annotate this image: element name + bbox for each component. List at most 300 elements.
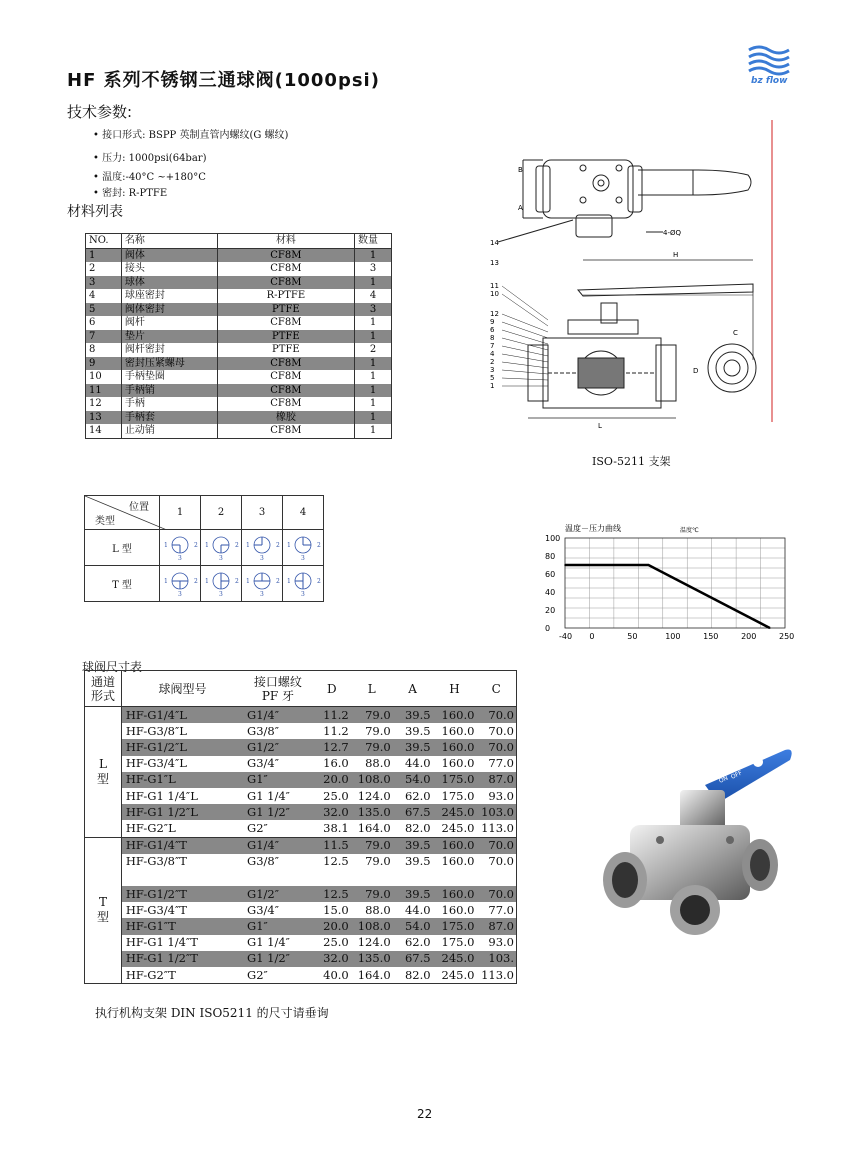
handle-off-text: OFF	[729, 769, 744, 781]
dim-l-cell: 79.0	[365, 854, 391, 869]
model-cell: HF-G3/4″T	[125, 902, 187, 917]
materials-row	[86, 424, 392, 438]
position-diagram-l-3	[242, 530, 283, 566]
part-label: 6	[490, 326, 495, 334]
dim-c-cell: 77.0	[488, 902, 514, 917]
dimension-row	[85, 902, 517, 918]
page-title: HF 系列不锈钢三通球阀(1000psi)	[67, 70, 380, 91]
model-cell: HF-G1 1/2″T	[121, 951, 243, 967]
part-label: 1	[490, 382, 495, 390]
dim-h-cell: 160.0	[433, 886, 477, 902]
dim-l-cell: 124.0	[357, 788, 391, 803]
port-label: 1	[205, 578, 209, 585]
dim-c-cell: 103.	[476, 951, 516, 967]
dimensions-note: 执行机构支架 DIN ISO5211 的尺寸请垂询	[95, 1006, 329, 1020]
dim-c-cell: 113.0	[481, 967, 514, 982]
materials-cell: CF8M	[217, 370, 354, 384]
section-view	[528, 284, 756, 418]
port-flow-icon	[202, 567, 240, 597]
model-cell: HF-G2″T	[125, 967, 176, 982]
thread-cell: G1/2″	[243, 739, 313, 755]
dim-a-cell: 82.0	[404, 967, 431, 982]
materials-row	[86, 262, 392, 276]
materials-cell: 13	[86, 411, 122, 425]
materials-cell: 8	[86, 343, 122, 357]
port-label: 3	[219, 555, 223, 561]
dim-l-cell: 124.0	[357, 935, 391, 950]
group-label-bottom: 型	[96, 771, 109, 786]
dimension-row	[85, 739, 517, 755]
spec-temperature: • 温度:-40°C ~+180°C	[93, 172, 206, 183]
port-label: 3	[178, 591, 182, 597]
port-label: 2	[194, 578, 198, 585]
part-label: 3	[490, 366, 495, 374]
part-label: 2	[490, 358, 495, 366]
group-label-bottom: 型	[96, 910, 109, 925]
dim-h-cell: 160.0	[433, 837, 477, 854]
dimension-row	[85, 788, 517, 804]
port-label: 2	[235, 578, 239, 585]
dim-l-cell: 108.0	[351, 918, 393, 934]
dim-d-cell	[313, 870, 351, 886]
group-label-top: L	[98, 756, 107, 771]
part-label: 8	[490, 334, 495, 342]
dimension-row	[85, 772, 517, 788]
row-label-l: L 型	[85, 530, 160, 566]
dim-d-cell: 11.5	[313, 837, 351, 854]
part-leader-line	[502, 362, 548, 368]
materials-cell: 垫片	[121, 330, 217, 344]
port-label: 3	[301, 591, 305, 597]
materials-heading: 材料列表	[67, 204, 123, 220]
dim-h-cell: 245.0	[441, 967, 475, 982]
part-leader-line	[502, 354, 548, 362]
dim-a-cell	[393, 870, 433, 886]
dim-label-h: H	[673, 251, 679, 259]
part-label: 4	[490, 350, 495, 358]
header-d: D	[313, 671, 351, 707]
dim-l-cell: 135.0	[351, 951, 393, 967]
part-leader-line	[502, 314, 548, 332]
page-number: 22	[417, 1107, 433, 1121]
part-leader-line	[502, 338, 548, 350]
materials-cell: 橡胶	[217, 411, 354, 425]
dim-d-cell: 15.0	[323, 902, 349, 917]
materials-cell: 9	[86, 357, 122, 371]
dim-c-cell: 77.0	[488, 756, 514, 771]
header-model: 球阀型号	[121, 671, 243, 707]
materials-cell: CF8M	[217, 316, 354, 330]
thread-cell: G1″	[243, 772, 313, 788]
header-channel-top: 通道	[90, 674, 115, 689]
materials-cell: 手柄	[121, 397, 217, 411]
bolt-1	[656, 836, 664, 844]
dim-a-cell: 39.5	[393, 707, 433, 724]
dim-c-cell: 93.0	[488, 788, 514, 803]
pos-col-2: 2	[201, 496, 242, 530]
dim-d-cell: 38.1	[313, 820, 351, 837]
dim-h-cell: 175.0	[433, 772, 477, 788]
pos-header-cell	[85, 496, 160, 530]
port-label: 2	[317, 542, 321, 549]
materials-cell: PTFE	[217, 330, 354, 344]
row-label-t: T 型	[85, 566, 160, 602]
materials-cell: 6	[86, 316, 122, 330]
group-label-top: T	[98, 895, 107, 910]
materials-row	[86, 330, 392, 344]
dim-d-cell: 12.5	[313, 886, 351, 902]
dim-h-cell: 245.0	[433, 951, 477, 967]
dimension-row	[85, 918, 517, 934]
dim-h-cell: 160.0	[433, 707, 477, 724]
port-flow-icon	[284, 567, 322, 597]
dimensions-table	[84, 670, 517, 984]
materials-cell: 止动销	[121, 424, 217, 438]
materials-cell: 1	[355, 330, 392, 344]
part-label: 11	[490, 282, 499, 290]
header-c: C	[476, 671, 516, 707]
port-flow-icon	[243, 531, 281, 561]
model-cell	[121, 870, 243, 886]
materials-cell: 手柄垫圈	[121, 370, 217, 384]
thread-cell: G1 1/4″	[247, 935, 290, 950]
materials-cell: 球座密封	[121, 289, 217, 303]
dimension-row	[85, 707, 517, 724]
dim-h-cell: 245.0	[433, 804, 477, 820]
spec-connection: • 接口形式: BSPP 英制直管内螺纹(G 螺纹)	[93, 130, 289, 141]
part-leader-line	[502, 294, 548, 326]
position-diagram-l-2	[201, 530, 242, 566]
valve-drawing	[488, 120, 783, 454]
curve-point	[708, 596, 710, 598]
brand-logo	[745, 42, 797, 90]
port-label: 1	[164, 542, 168, 549]
part-label-13: 13	[490, 259, 499, 267]
materials-cell: 1	[86, 248, 122, 262]
materials-cell: 接头	[121, 262, 217, 276]
model-cell: HF-G1″T	[121, 918, 243, 934]
dim-c-cell: 103.0	[476, 804, 516, 820]
dim-a-cell: 39.5	[393, 739, 433, 755]
materials-cell: 阀杆密封	[121, 343, 217, 357]
type-header-label: 类型	[95, 516, 115, 527]
materials-row	[86, 303, 392, 317]
materials-cell: 7	[86, 330, 122, 344]
dim-a-cell: 39.5	[404, 723, 431, 738]
dimension-row	[85, 951, 517, 967]
materials-row	[86, 248, 392, 262]
dim-label-a: A	[518, 204, 523, 212]
thread-cell: G1/2″	[243, 886, 313, 902]
y-tick-label: 100	[545, 534, 561, 543]
dimension-row	[85, 820, 517, 837]
valve-photo	[600, 745, 830, 949]
thread-cell	[243, 870, 313, 886]
dimension-row	[85, 870, 517, 886]
dim-d-cell: 12.5	[323, 854, 349, 869]
dim-d-cell: 40.0	[323, 967, 349, 982]
part-label: 9	[490, 318, 495, 326]
x-tick-label: 200	[741, 632, 757, 641]
pos-col-3: 3	[242, 496, 283, 530]
header-channel	[85, 671, 122, 707]
port-label: 1	[287, 578, 291, 585]
materials-cell: CF8M	[217, 276, 354, 290]
materials-cell: 1	[355, 411, 392, 425]
dim-l-cell: 79.0	[365, 723, 391, 738]
port-label: 1	[164, 578, 168, 585]
dim-h-cell: 175.0	[441, 788, 475, 803]
header-thread-top: 接口螺纹	[253, 674, 302, 689]
materials-col-header: 数量	[355, 234, 392, 249]
y-tick-label: 80	[545, 552, 556, 561]
part-leader-line	[502, 330, 548, 344]
dim-c-cell: 87.0	[476, 772, 516, 788]
port-label: 2	[317, 578, 321, 585]
materials-cell: 5	[86, 303, 122, 317]
chart-frame	[565, 538, 785, 628]
header-a: A	[393, 671, 433, 707]
dim-h-cell: 160.0	[433, 739, 477, 755]
materials-cell: 11	[86, 384, 122, 398]
dim-a-cell: 62.0	[404, 788, 431, 803]
port-flow-icon	[202, 531, 240, 561]
thread-cell: G3/8″	[247, 854, 280, 869]
chart-title: 温度－压力曲线	[565, 524, 621, 533]
header-l: L	[351, 671, 393, 707]
dim-c-cell: 70.0	[488, 723, 514, 738]
position-diagram-t-4	[283, 566, 324, 602]
materials-cell: 1	[355, 370, 392, 384]
port-left-hole	[612, 862, 638, 898]
position-diagram-t-1	[160, 566, 201, 602]
stem-housing	[680, 790, 725, 830]
part-leader-line	[502, 378, 548, 380]
pos-header-label: 位置	[129, 502, 149, 513]
materials-cell: 1	[355, 397, 392, 411]
port-label: 2	[276, 578, 280, 585]
dim-c-cell: 70.0	[476, 707, 516, 724]
materials-cell: 3	[355, 262, 392, 276]
position-diagram-l-4	[283, 530, 324, 566]
port-label: 1	[246, 578, 250, 585]
group-label	[85, 707, 122, 838]
dimension-row	[85, 886, 517, 902]
top-view	[498, 160, 751, 242]
materials-cell: 密封压紧螺母	[121, 357, 217, 371]
thread-cell: G1/4″	[243, 837, 313, 854]
model-cell: HF-G3/4″L	[125, 756, 187, 771]
dim-h-cell	[433, 870, 477, 886]
curve-point	[769, 627, 771, 629]
materials-row	[86, 343, 392, 357]
materials-cell: CF8M	[217, 262, 354, 276]
materials-cell: 10	[86, 370, 122, 384]
dim-h-cell: 175.0	[433, 918, 477, 934]
port-label: 1	[287, 542, 291, 549]
dim-a-cell: 39.5	[393, 886, 433, 902]
header-thread-bottom: PF 牙	[261, 688, 295, 703]
port-flow-icon	[243, 567, 281, 597]
thread-cell: G1 1/2″	[243, 804, 313, 820]
dim-c-cell: 87.0	[476, 918, 516, 934]
dim-l-cell: 79.0	[351, 739, 393, 755]
materials-cell: CF8M	[217, 424, 354, 438]
materials-cell: 手柄套	[121, 411, 217, 425]
materials-row	[86, 397, 392, 411]
dim-l-cell: 164.0	[357, 967, 391, 982]
materials-cell: 14	[86, 424, 122, 438]
materials-cell: CF8M	[217, 248, 354, 262]
port-label: 1	[246, 542, 250, 549]
dim-l-cell: 79.0	[351, 886, 393, 902]
port-flow-icon	[161, 567, 199, 597]
materials-cell: PTFE	[217, 343, 354, 357]
materials-row	[86, 370, 392, 384]
materials-cell: 手柄销	[121, 384, 217, 398]
position-diagram-t-2	[201, 566, 242, 602]
port-label: 2	[276, 542, 280, 549]
dimension-row	[85, 837, 517, 854]
materials-row	[86, 357, 392, 371]
materials-col-header: 材料	[217, 234, 354, 249]
dim-a-cell: 62.0	[404, 935, 431, 950]
dim-l-cell: 79.0	[351, 707, 393, 724]
materials-cell: 2	[86, 262, 122, 276]
dim-d-cell: 11.2	[323, 723, 349, 738]
x-tick-label: 50	[627, 632, 638, 641]
port-flow-icon	[161, 531, 199, 561]
model-cell: HF-G1 1/4″L	[125, 788, 198, 803]
materials-cell: PTFE	[217, 303, 354, 317]
dim-d-cell: 32.0	[313, 804, 351, 820]
materials-cell: R-PTFE	[217, 289, 354, 303]
handle-logo-icon	[753, 757, 763, 767]
position-table	[84, 495, 324, 602]
model-cell: HF-G3/8″T	[125, 854, 187, 869]
part-leader-line	[502, 286, 548, 320]
port-label: 2	[235, 542, 239, 549]
materials-row	[86, 411, 392, 425]
dim-c-cell: 70.0	[476, 837, 516, 854]
materials-cell: 1	[355, 276, 392, 290]
dim-a-cell: 54.0	[393, 772, 433, 788]
materials-cell: 1	[355, 424, 392, 438]
part-label: 5	[490, 374, 495, 382]
chart-unit-label: 温度℃	[680, 527, 699, 534]
dim-c-cell: 70.0	[476, 739, 516, 755]
curve-point	[648, 564, 650, 566]
thread-cell: G3/4″	[247, 756, 280, 771]
dim-a-cell: 54.0	[393, 918, 433, 934]
group-label	[85, 837, 122, 984]
dim-h-cell: 160.0	[441, 854, 475, 869]
part-leader-line	[502, 346, 548, 356]
dim-l-cell: 108.0	[351, 772, 393, 788]
dim-c-cell: 113.0	[476, 820, 516, 837]
dimension-row	[85, 967, 517, 984]
header-thread	[243, 671, 313, 707]
model-cell: HF-G3/8″L	[125, 723, 187, 738]
dimensions-heading: 球阀尺寸表	[82, 660, 143, 674]
logo-text: bz flow	[751, 76, 788, 86]
thread-cell: G3/8″	[247, 723, 280, 738]
bolt-2	[726, 836, 734, 844]
dimension-row	[85, 756, 517, 772]
header-h: H	[433, 671, 477, 707]
materials-cell: 3	[86, 276, 122, 290]
dim-h-cell: 160.0	[441, 756, 475, 771]
materials-cell: 球体	[121, 276, 217, 290]
header-channel-bottom: 形式	[90, 688, 115, 703]
thread-cell: G1 1/2″	[243, 951, 313, 967]
materials-table	[85, 233, 392, 439]
materials-cell: CF8M	[217, 397, 354, 411]
thread-cell: G1/4″	[243, 707, 313, 724]
materials-header-row	[86, 234, 392, 249]
dim-d-cell: 20.0	[313, 772, 351, 788]
materials-cell: 2	[355, 343, 392, 357]
materials-row	[86, 289, 392, 303]
model-cell: HF-G1/4″L	[121, 707, 243, 724]
part-leader-line	[502, 322, 548, 338]
materials-cell: 阀体密封	[121, 303, 217, 317]
materials-row	[86, 316, 392, 330]
bolt-label: 4-ØQ	[663, 229, 681, 237]
x-tick-label: 0	[589, 632, 595, 641]
position-diagram-l-1	[160, 530, 201, 566]
materials-row	[86, 276, 392, 290]
dim-d-cell: 32.0	[313, 951, 351, 967]
materials-cell: 阀杆	[121, 316, 217, 330]
x-tick-label: -40	[559, 632, 573, 641]
materials-cell: CF8M	[217, 357, 354, 371]
model-cell: HF-G1/2″T	[121, 886, 243, 902]
port-label: 3	[260, 555, 264, 561]
port-label: 2	[194, 542, 198, 549]
model-cell: HF-G1/2″L	[121, 739, 243, 755]
dim-l-cell: 88.0	[365, 756, 391, 771]
thread-cell: G2″	[243, 820, 313, 837]
part-label-14: 14	[490, 239, 499, 247]
model-cell: HF-G1″L	[121, 772, 243, 788]
port-right-hole	[750, 849, 770, 881]
part-label: 7	[490, 342, 495, 350]
dim-c-cell: 70.0	[476, 886, 516, 902]
pos-col-4: 4	[283, 496, 324, 530]
iso-caption: ISO-5211 支架	[592, 455, 671, 468]
materials-cell: 1	[355, 248, 392, 262]
dim-label-l: L	[598, 422, 602, 430]
spec-pressure: • 压力: 1000psi(64bar)	[93, 153, 207, 164]
materials-cell: 4	[86, 289, 122, 303]
dim-label-c: C	[733, 329, 738, 337]
dim-d-cell: 25.0	[323, 935, 349, 950]
thread-cell: G1 1/4″	[247, 788, 290, 803]
part-label: 12	[490, 310, 499, 318]
materials-cell: 4	[355, 289, 392, 303]
dim-h-cell: 245.0	[433, 820, 477, 837]
dim-label-b: B	[518, 166, 523, 174]
port-label: 3	[219, 591, 223, 597]
dim-d-cell: 20.0	[313, 918, 351, 934]
thread-cell: G1″	[243, 918, 313, 934]
thread-cell: G2″	[247, 967, 268, 982]
part-label: 10	[490, 290, 499, 298]
pressure-curve	[565, 565, 770, 628]
temperature-pressure-chart	[535, 520, 805, 649]
model-cell: HF-G1/4″T	[121, 837, 243, 854]
